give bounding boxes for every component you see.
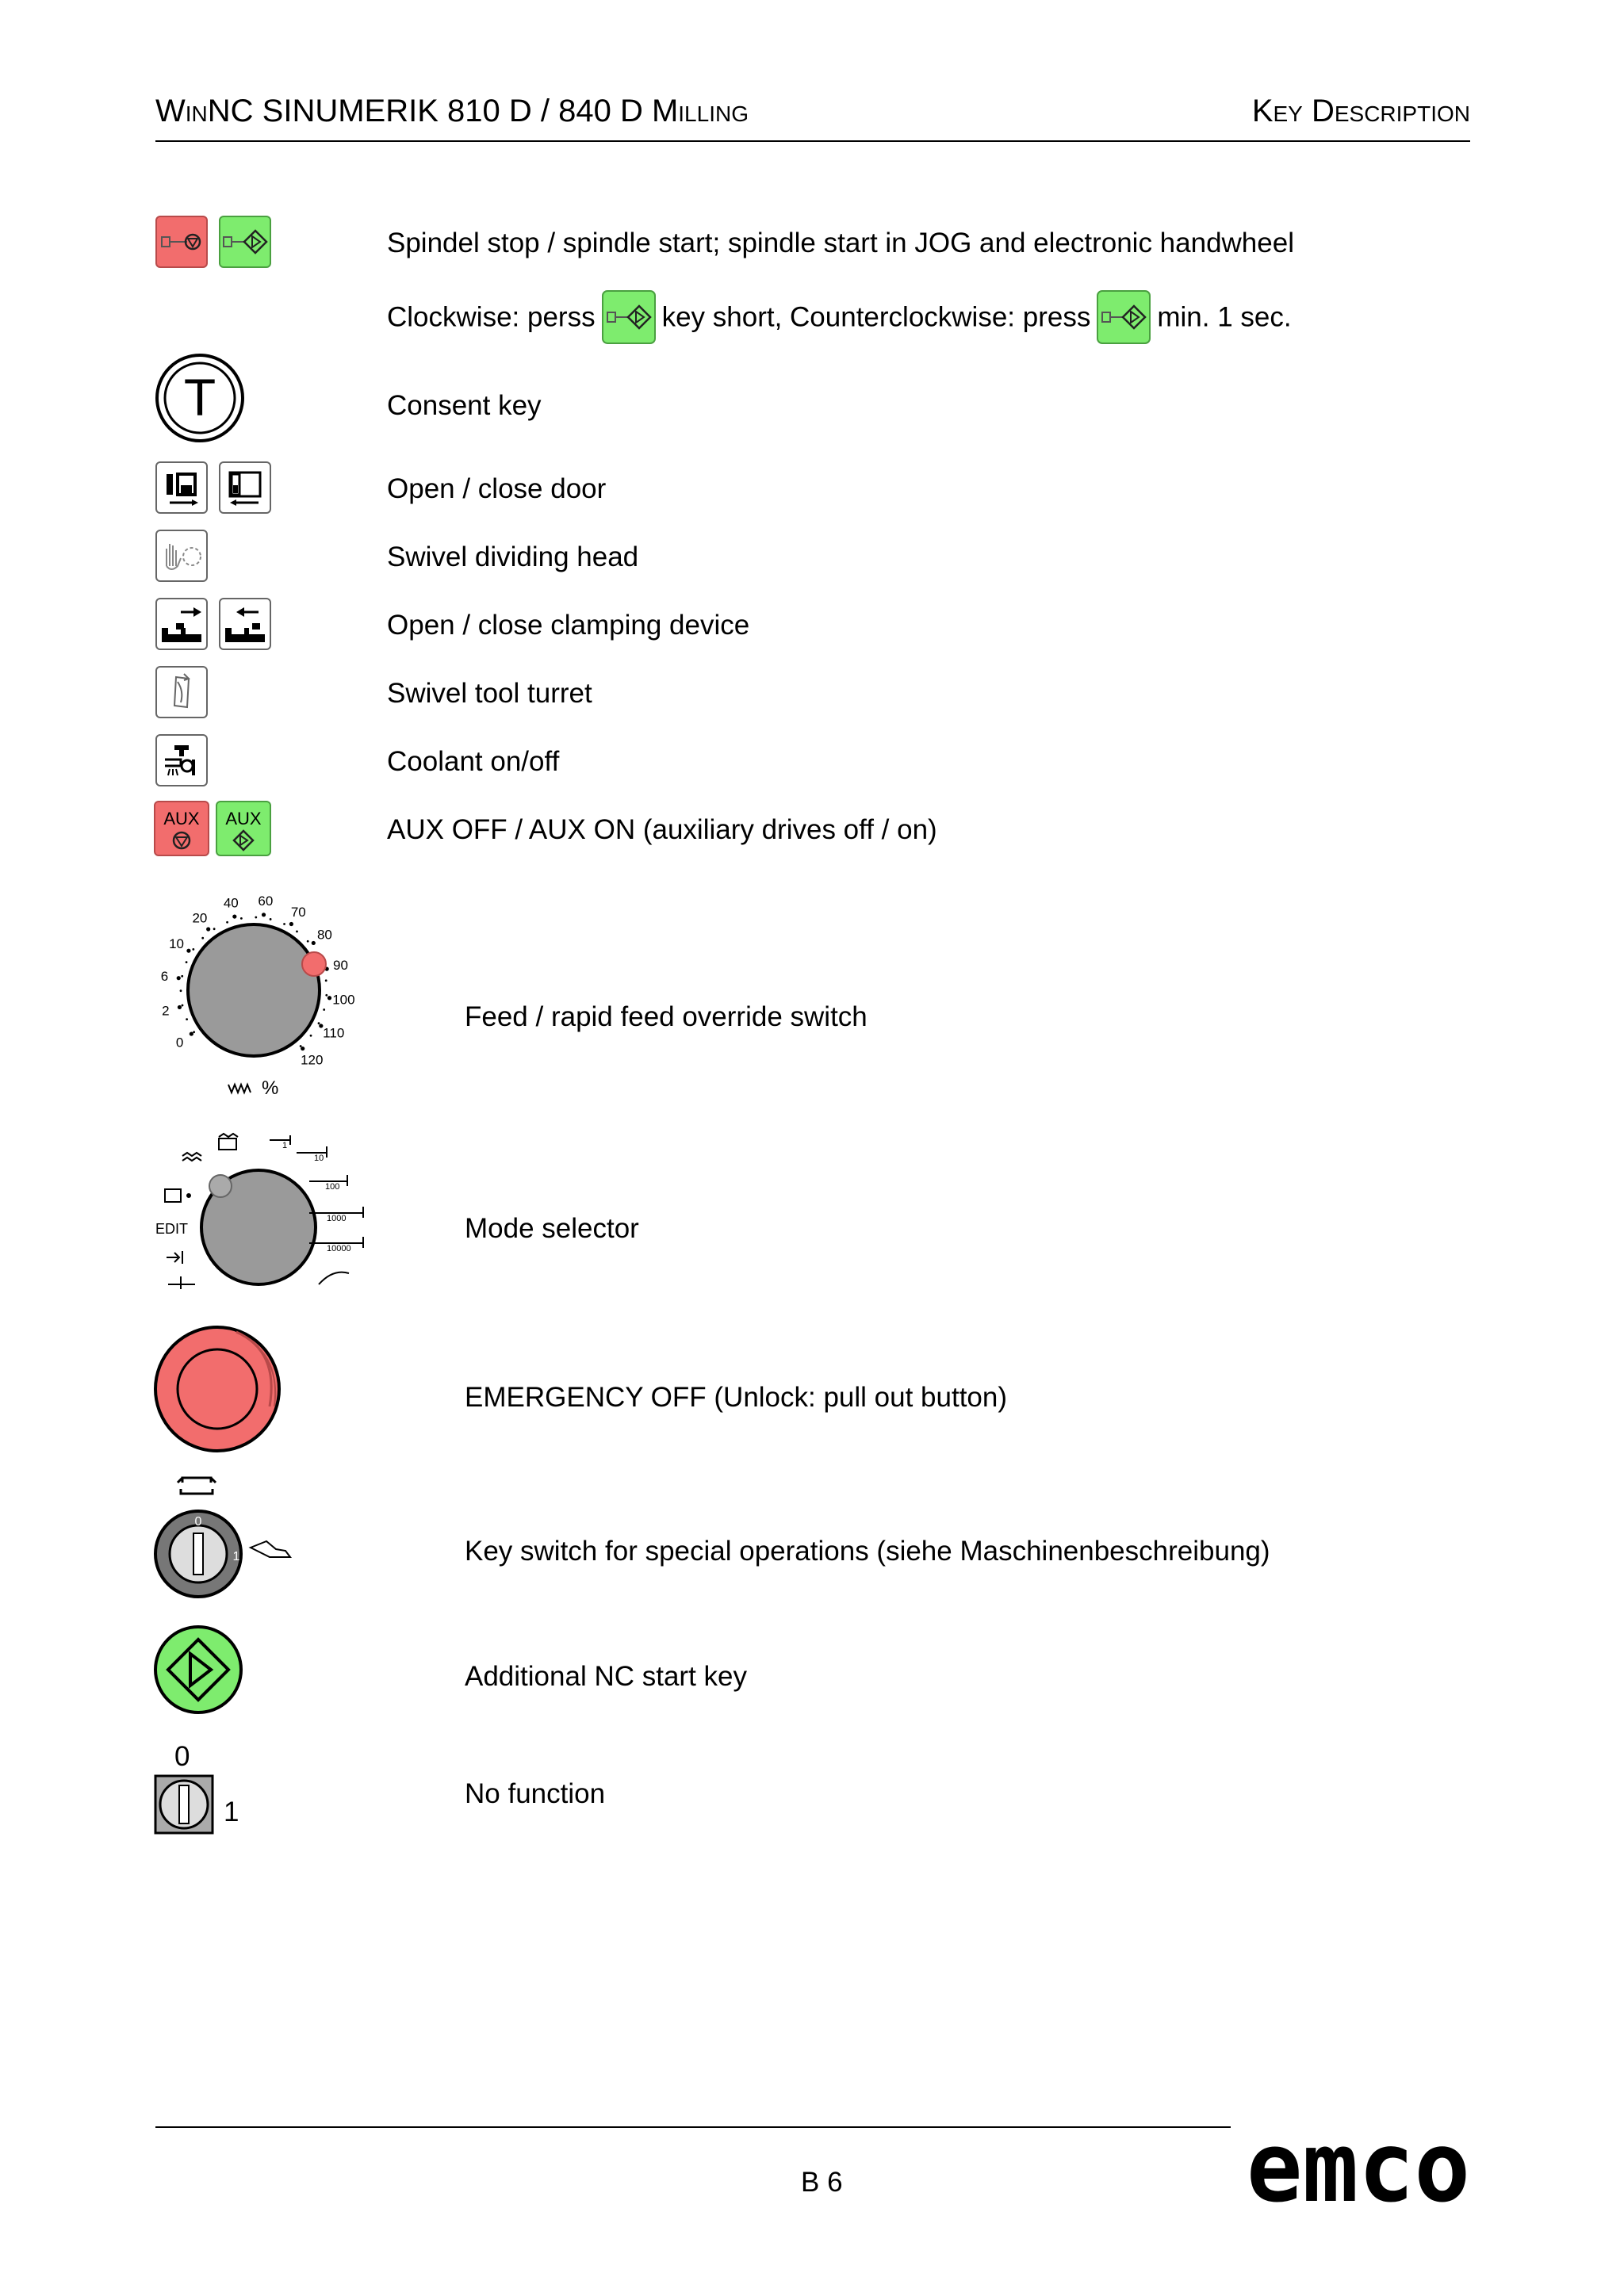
- tool-turret-description: Swivel tool turret: [387, 678, 592, 709]
- feed-dial-minor-dot: [270, 918, 272, 920]
- feed-dial-dot: [186, 949, 190, 953]
- feed-dial-minor-dot: [296, 930, 298, 932]
- spindle-direction-note: Clockwise: perss key short, Counterclockwise: press min. 1 sec.: [387, 292, 1292, 346]
- feed-dial-minor-dot: [240, 917, 243, 920]
- feed-override-switch[interactable]: [151, 882, 373, 1104]
- consent-key-icon[interactable]: [154, 352, 246, 444]
- feed-dial-tick-label: 0: [175, 1035, 184, 1050]
- page-number: B 6: [801, 2167, 843, 2198]
- spindle-start-key[interactable]: [219, 216, 271, 268]
- dividing-head-description: Swivel dividing head: [387, 541, 639, 572]
- hand-icon: [251, 1541, 290, 1557]
- close-door-icon: [220, 463, 270, 512]
- svg-text:emco: emco: [1247, 2125, 1470, 2204]
- special-operations-key-switch[interactable]: [151, 1475, 301, 1601]
- footer-rule: [155, 2126, 1231, 2128]
- consent-description: Consent key: [387, 390, 542, 421]
- feed-dial-tick-label: 2: [162, 1003, 170, 1019]
- feed-percent-label: %: [262, 1077, 279, 1099]
- no-function-switch[interactable]: [154, 1774, 214, 1835]
- feed-dial-dot: [232, 914, 236, 918]
- emergency-off-button[interactable]: [151, 1319, 290, 1459]
- no-function-position-1: 1: [224, 1797, 239, 1827]
- feed-override-description: Feed / rapid feed override switch: [465, 1001, 868, 1032]
- feed-dial-minor-dot: [318, 1022, 320, 1024]
- feed-dial-dot: [289, 922, 293, 926]
- feed-dial-dot: [312, 941, 316, 945]
- mode-selector-description: Mode selector: [465, 1213, 639, 1244]
- close-clamping-key[interactable]: [219, 598, 271, 650]
- feed-dial-minor-dot: [310, 1035, 312, 1037]
- spindle-stop-icon: [157, 217, 206, 266]
- emergency-description: EMERGENCY OFF (Unlock: pull out button): [465, 1382, 1008, 1413]
- mode-edit-label: EDIT: [155, 1221, 189, 1237]
- feed-dial-minor-dot: [283, 923, 285, 925]
- feed-dial-dot: [206, 927, 210, 931]
- feed-dial-dot: [178, 1005, 182, 1009]
- feed-dial-minor-dot: [325, 994, 327, 997]
- feed-dial-minor-dot: [182, 1004, 184, 1007]
- feed-dial-minor-dot: [323, 1008, 325, 1011]
- feed-dial-dot: [301, 1047, 304, 1050]
- coolant-description: Coolant on/off: [387, 746, 560, 777]
- mode-step-label: 10000: [327, 1244, 351, 1253]
- spindle-description: Spindel stop / spindle start; spindle start in JOG and electronic handwheel: [387, 228, 1294, 258]
- feed-dial-tick-label: 20: [192, 910, 208, 926]
- feed-dial-minor-dot: [192, 948, 194, 951]
- spindle-stop-key[interactable]: [155, 216, 208, 268]
- feed-dial-minor-dot: [180, 989, 182, 992]
- open-door-icon: [157, 463, 206, 512]
- mode-step-label: 100: [325, 1182, 340, 1192]
- key-position-1: 1: [232, 1550, 240, 1563]
- no-function-position-0: 0: [174, 1741, 190, 1772]
- feed-dial-minor-dot: [300, 1045, 302, 1047]
- tool-turret-key[interactable]: [155, 666, 208, 718]
- feed-dial-dot: [177, 976, 181, 980]
- header-title: WinNC SINUMERIK 810 D / 840 D Milling: [155, 94, 749, 128]
- aux-on-key[interactable]: [216, 801, 271, 856]
- dividing-head-key[interactable]: [155, 530, 208, 582]
- feed-dial-tick-label: 120: [301, 1052, 324, 1068]
- feed-dial-minor-dot: [186, 961, 188, 963]
- close-clamp-icon: [220, 599, 270, 649]
- spindle-start-inline-icon: [1097, 290, 1151, 344]
- feed-dial-minor-dot: [181, 975, 183, 978]
- feed-dial-tick-label: 10: [169, 936, 185, 951]
- key-rotate-icon: [178, 1478, 216, 1494]
- aux-description: AUX OFF / AUX ON (auxiliary drives off / on): [387, 814, 937, 845]
- coolant-icon: [157, 736, 206, 785]
- coolant-key[interactable]: [155, 734, 208, 786]
- nc-start-description: Additional NC start key: [465, 1661, 747, 1692]
- feed-dial-tick-label: 70: [290, 904, 306, 920]
- feed-dial-tick-label: 80: [316, 927, 332, 943]
- feed-dial-tick-label: 60: [258, 893, 274, 909]
- svg-text:AUX: AUX: [163, 809, 200, 828]
- open-clamp-icon: [157, 599, 206, 649]
- aux-on-icon: [217, 802, 270, 855]
- clamping-description: Open / close clamping device: [387, 610, 750, 641]
- feed-dial-indicator: [302, 952, 326, 976]
- aux-off-icon: [155, 802, 208, 855]
- svg-text:T: T: [183, 368, 216, 427]
- feed-dial-dot: [262, 913, 266, 916]
- mode-dial-indicator: [209, 1175, 232, 1197]
- spindle-start-icon: [220, 217, 270, 266]
- open-door-key[interactable]: [155, 461, 208, 514]
- svg-text:AUX: AUX: [225, 809, 262, 828]
- feed-dial-minor-dot: [307, 940, 309, 943]
- feed-dial-minor-dot: [255, 916, 257, 919]
- door-description: Open / close door: [387, 473, 607, 504]
- tool-turret-icon: [157, 668, 206, 717]
- feed-dial-minor-dot: [193, 1031, 195, 1033]
- spindle-start-inline-icon: [602, 290, 656, 344]
- feed-dial-tick-label: 110: [323, 1025, 345, 1041]
- key-switch-description: Key switch for special operations (siehe Maschinenbeschreibung): [465, 1536, 1270, 1567]
- header-rule: [155, 140, 1470, 142]
- feed-dial-minor-dot: [201, 937, 204, 939]
- no-function-description: No function: [465, 1778, 606, 1809]
- emco-logo: [1245, 2125, 1472, 2204]
- open-clamping-key[interactable]: [155, 598, 208, 650]
- feed-dial-tick-label: 100: [332, 992, 355, 1008]
- feed-dial-minor-dot: [213, 928, 216, 930]
- feed-dial-dot: [327, 996, 331, 1000]
- header-section: Key Description: [1251, 94, 1470, 128]
- aux-off-key[interactable]: [154, 801, 209, 856]
- feed-dial-tick-label: 6: [160, 968, 169, 984]
- mode-step-label: 10: [314, 1154, 324, 1163]
- feed-dial-tick-label: 90: [332, 958, 348, 974]
- close-door-key[interactable]: [219, 461, 271, 514]
- feed-wave-icon: [228, 1085, 251, 1093]
- key-position-0: 0: [194, 1515, 202, 1529]
- feed-dial-minor-dot: [325, 979, 327, 982]
- feed-dial-tick-label: 40: [223, 895, 239, 911]
- feed-dial-knob[interactable]: [188, 924, 320, 1056]
- feed-dial-minor-dot: [186, 1018, 188, 1020]
- mode-step-label: 1: [282, 1141, 288, 1150]
- mode-step-label: 1000: [327, 1214, 347, 1223]
- feed-dial-dot: [190, 1031, 193, 1035]
- hand-dividing-head-icon: [157, 531, 206, 580]
- mode-selector-switch[interactable]: [151, 1126, 373, 1300]
- nc-start-key[interactable]: [152, 1624, 244, 1716]
- feed-dial-minor-dot: [226, 921, 228, 924]
